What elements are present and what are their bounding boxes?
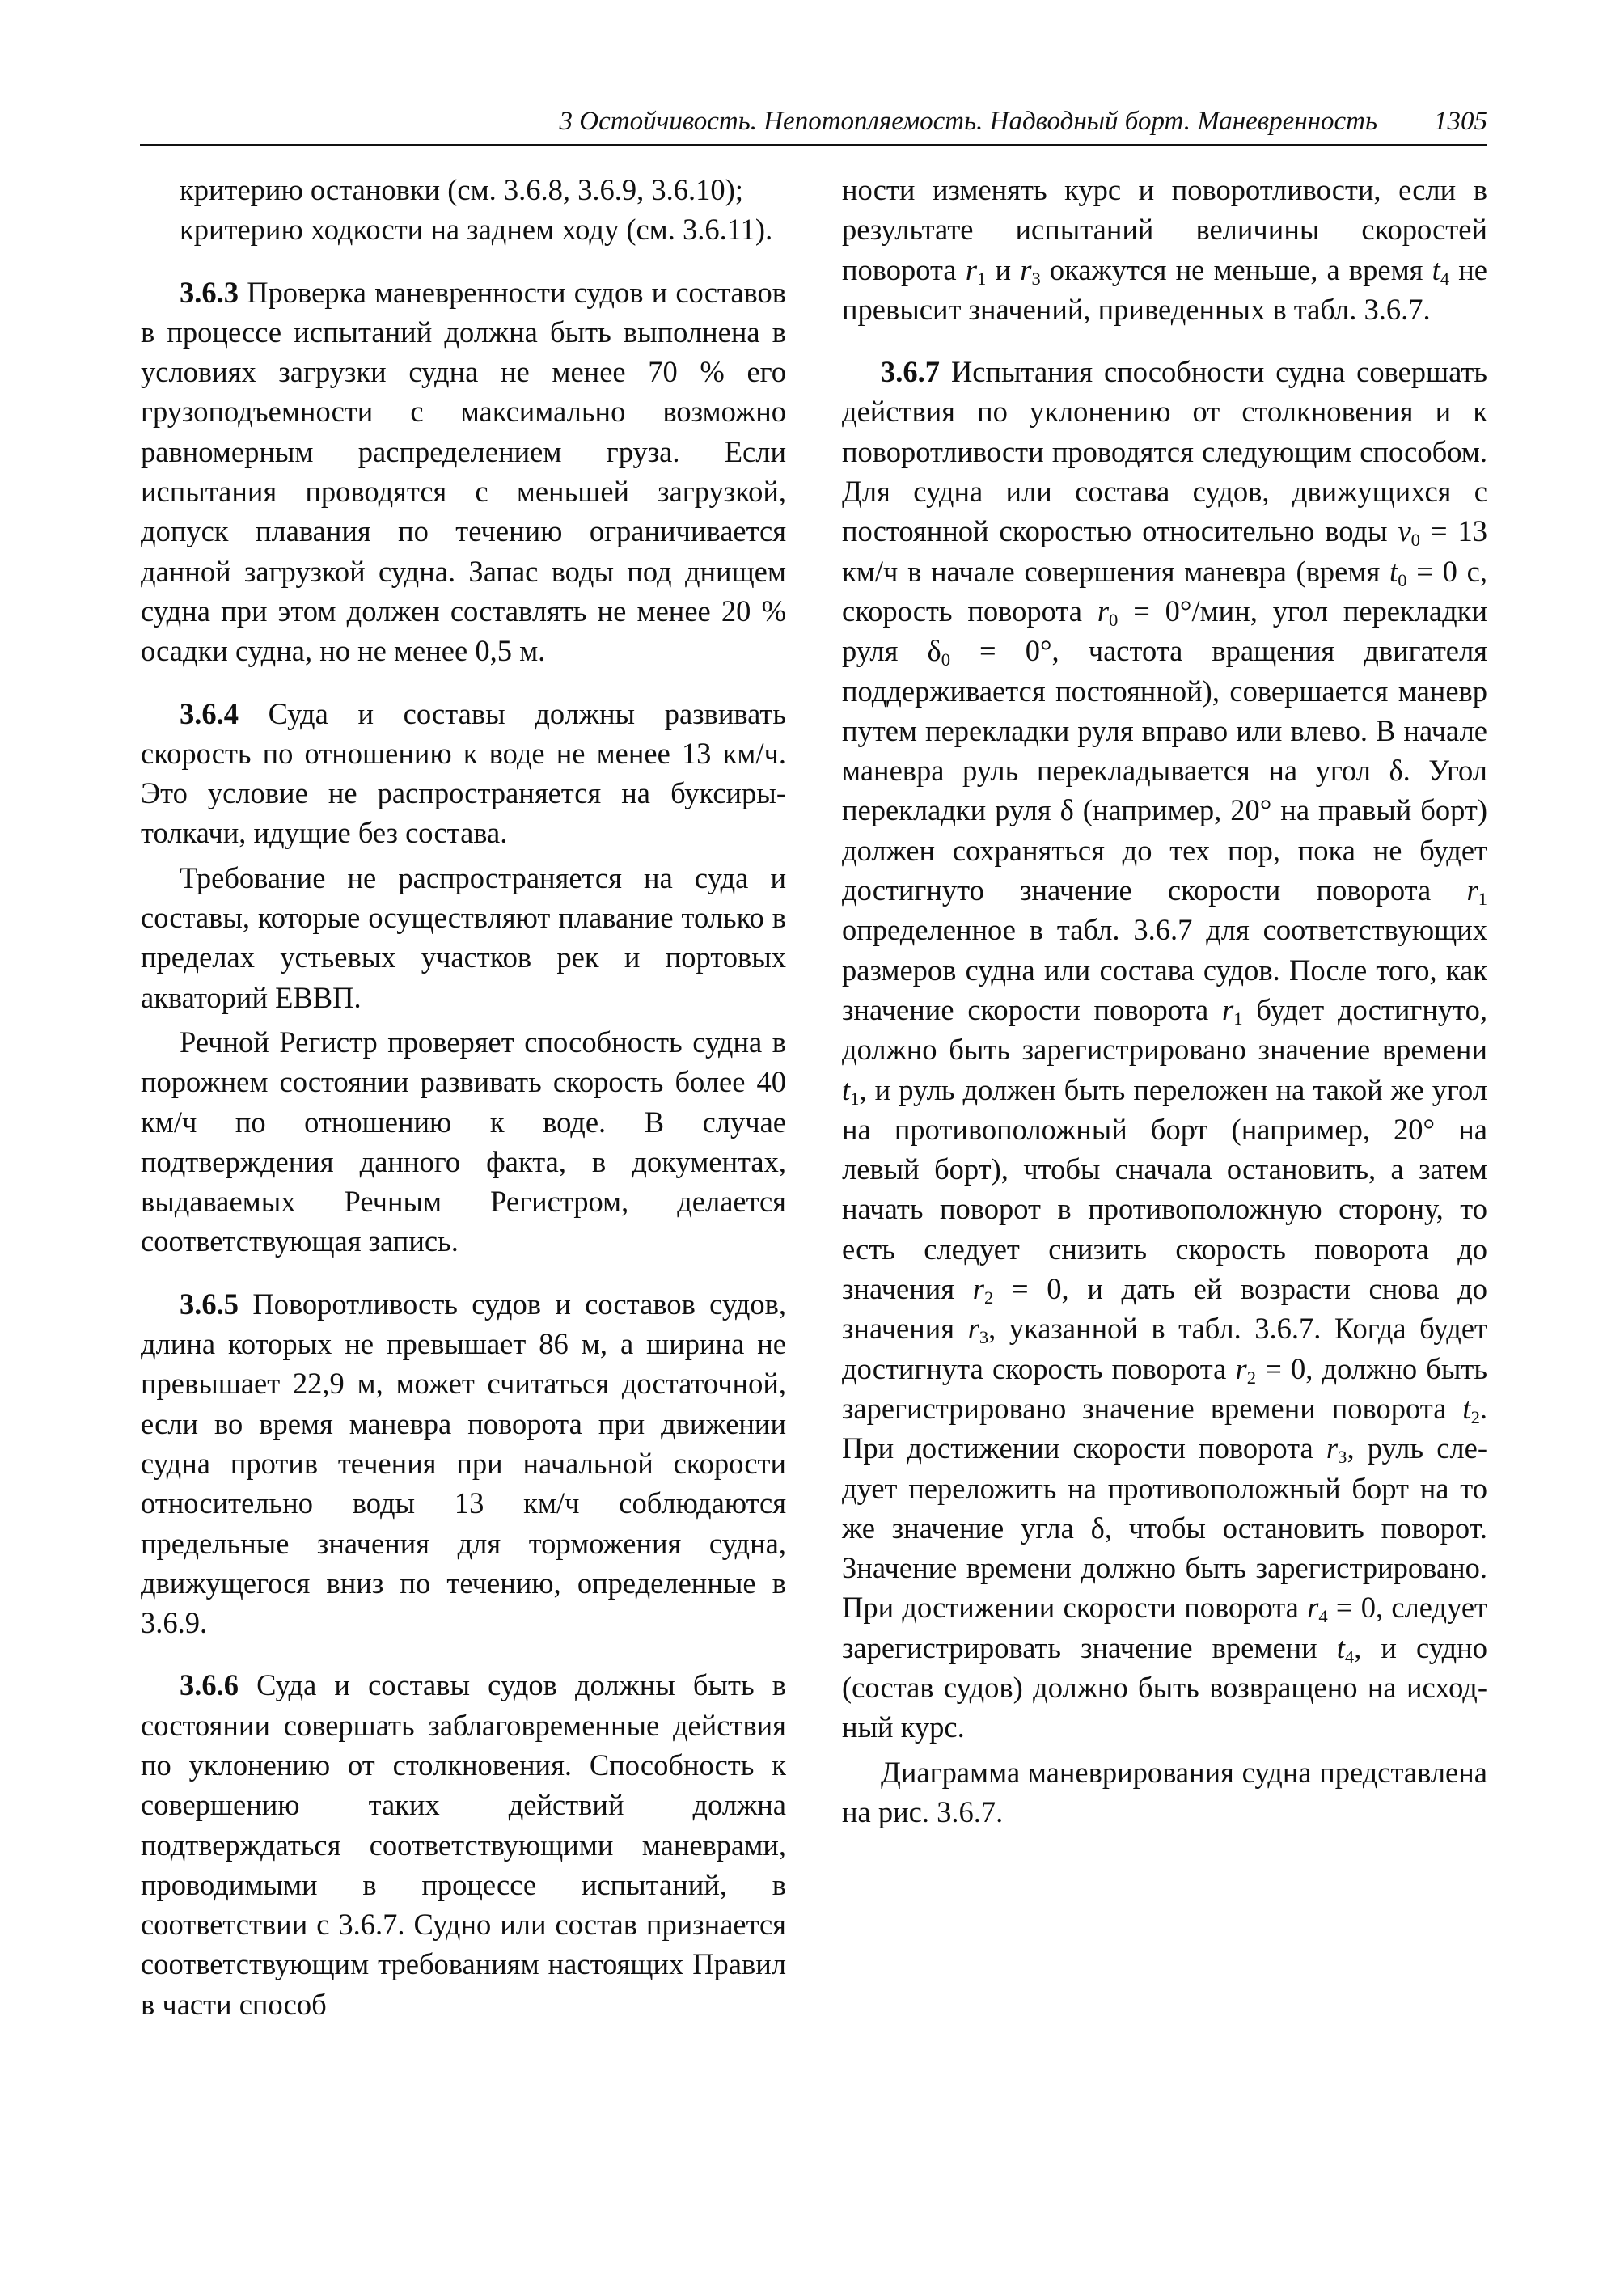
left-column (141, 170, 786, 2024)
diagram-reference: Диаграмма маневрирования судна представлена на рис. 3.6.7. (842, 1755, 1487, 1828)
section-text: Проверка маневренности судов и составов в процессе испытаний должна быть выполнена в условиях загрузки судна не менее 70 % его грузоподъемности с максимально возможно равномерным распределением груза. Если испытания проводятся с меньшей загрузкой, допуск плавания по течению ограничивается данной загрузкой судна. Запас воды под днищем судна при этом должен составлять не менее 20 % осадки судна, но не менее 0,5 м. (141, 275, 786, 668)
section-3-6-4 (141, 694, 786, 853)
running-header (140, 104, 1487, 146)
section-number: 3.6.3 (180, 275, 239, 309)
paragraph: Речной Регистр проверяет способность судна в порожнем состоянии развивать скорость более 40 км/ч по отношению к воде. В случае подтверждения данного факта, в документах, выдаваемых Речным Регистром, делается соответствующая запись. (141, 1025, 786, 1258)
section-3-6-7: 3.6.7 Испытания способности судна совершать действия по уклонению от столкновения и к поворотливости проводятся следующим способом. Для судна или состава судов, движущихся с постоянной скоростью относительно воды $v_0 = 13$ км/ч в начале совершения маневра (время $t_0 = 0$ с, скорость поворота $r_0 = 0^\circ/мин$, угол перекладки руля $\delta_0 = 0^\circ$, частота вращения двигателя поддерживается постоянной), совершается маневр путем перекладки руля вправо или влево. В начале маневра руль перекладывается на угол δ. Угол перекладки руля δ (например, 20° на правый борт) должен сохраняться до тех пор, пока не будет достигнуто значение скорости поворота $r_1$ определенное в табл. 3.6.7 для соответствующих размеров судна или состава судов. После того, как значение скорости поворота $r_1$ будет достигнуто, должно быть зарегистрировано значение времени $t_1$, и руль должен быть переложен на такой же угол на противоположный борт (например, 20° на левый борт), чтобы сначала остановить, а затем начать поворот в противоположную сторону, то есть следует снизить скорость поворота до значения $r_2 = 0$, и дать ей возрасти снова до значения $r_3$, указанной в табл. 3.6.7. Когда будет достигнута скорость поворота $r_2 = 0$, должно быть зарегистрировано значение времени поворота $t_2$. При достижении скорости поворота $r_3$, руль следует переложить на противоположный борт на то же значение угла δ, чтобы остановить поворот. Значение времени должно быть зарегистрировано. При достижении скорости поворота $r_4 = 0$, следует зарегистрировать значение времени $t_4$, и судно (состав судов) должно быть возвращено на исходный курс. (842, 355, 1488, 1744)
criterion-stopping: критерию остановки (см. 3.6.8, 3.6.9, 3.6.10); (180, 173, 743, 206)
section-text: Суда и составы судов должны быть в состоянии совершать заблаговременные действия по уклонению от столкновения. Способность к совершению таких действий должна подтверждаться соответствующими маневрами, проводимыми в процессе испытаний, в соответствии с 3.6.7. Судно или состав признается соответствующим требованиям настоящих Правил в части способ (141, 1668, 786, 2021)
section-number: 3.6.4 (180, 696, 239, 730)
section-3-6-3 (141, 273, 786, 671)
section-3-6-6 (141, 1665, 786, 2024)
section-text: Поворотливость судов и составов судов, длина которых не превышает 86 м, а ширина не превышает 22,9 м, может считаться достаточной, если во время маневра поворота при движении судна против течения при начальной скорости относительно воды 13 км/ч соблюдаются предельные значения для торможения судна, движущегося вниз по течению, определенные в 3.6.9. (141, 1287, 786, 1640)
right-column (842, 170, 1487, 1832)
page-number: 1305 (1434, 107, 1487, 136)
paragraph: Требование не распространяется на суда и составы, которые осуществляют плавание только в пределах устьевых участков рек и портовых акваторий ЕВВП. (141, 860, 786, 1014)
section-number: 3.6.5 (180, 1287, 239, 1321)
header-title: 3 Остойчивость. Непотопляемость. Надводный борт. Маневренность (559, 107, 1377, 136)
section-3-6-5 (141, 1284, 786, 1643)
section-number: 3.6.7 (881, 355, 940, 389)
section-text: Суда и составы должны развивать скорость по отношению к воде не менее 13 км/ч. Это условие не распространяется на буксиры-толкачи, идущие без состава. (141, 696, 786, 850)
section-number: 3.6.6 (180, 1668, 239, 1702)
section-3-6-6-continued: ности изменять курс и поворотливости, если в результате испытаний величины скоростей поворота $r_1$ и $r_3$ окажутся не меньше, а время $t_4$ не превысит значений, приведенных в табл. 3.6.7. (842, 173, 1488, 326)
criterion-astern: критерию ходкости на заднем ходу (см. 3.6.11). (180, 213, 773, 247)
